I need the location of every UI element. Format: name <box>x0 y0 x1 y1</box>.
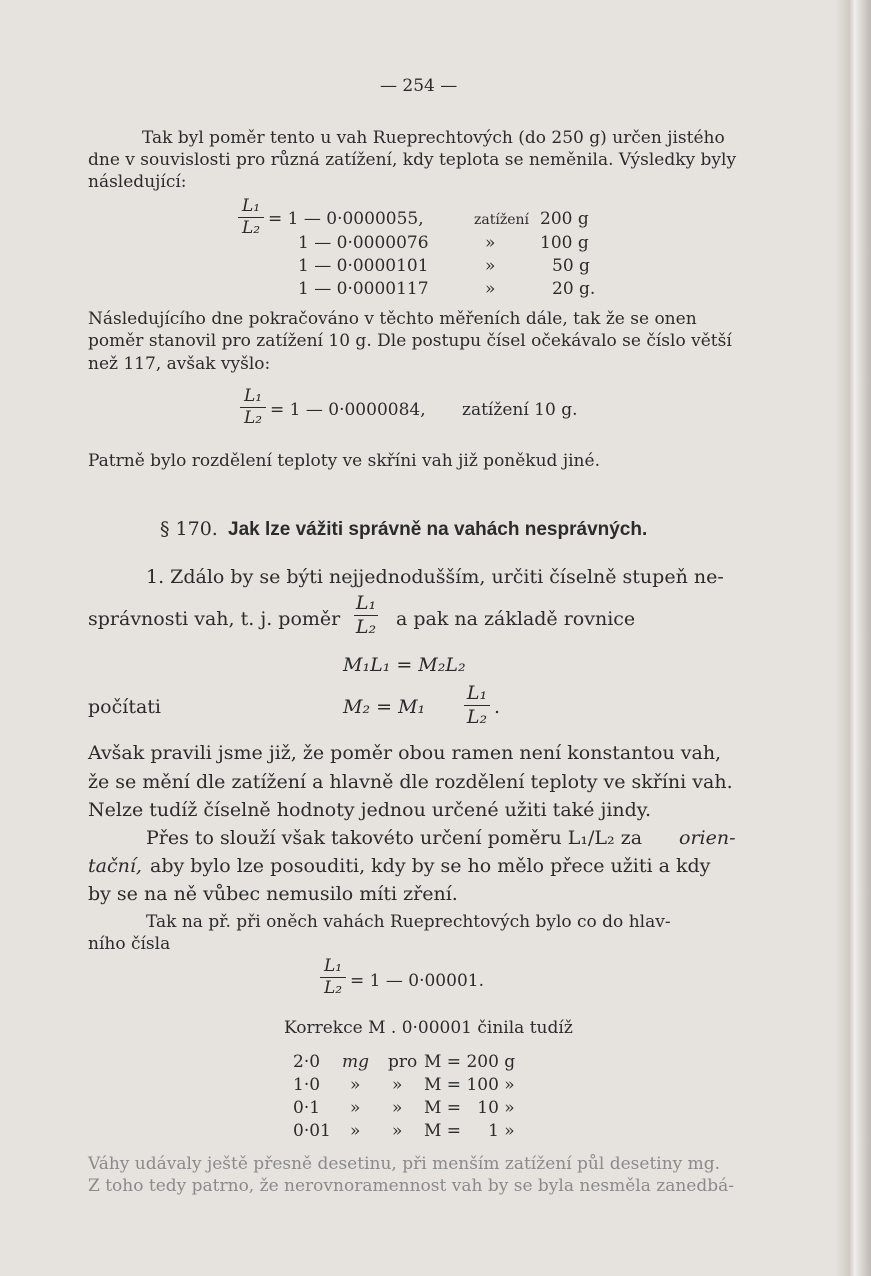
table2-mass: M = 100 » <box>424 1075 515 1095</box>
section-number: § 170. <box>160 518 218 540</box>
paragraph-line: správnosti vah, t. j. poměr <box>88 608 341 630</box>
paragraph-line: následující: <box>88 172 187 192</box>
equation: M₂ = M₁ <box>343 696 426 718</box>
paragraph-line: aby bylo lze posouditi, kdy by se ho mělo přece užiti a kdy <box>150 855 711 877</box>
paragraph-line: poměr stanovil pro zatížení 10 g. Dle postupu čísel očekávalo se číslo větší <box>88 331 732 351</box>
numerator: L₁ <box>243 386 263 406</box>
denominator: L₂ <box>355 616 377 638</box>
ratio-fraction <box>240 388 266 427</box>
equation: M₁L₁ = M₂L₂ <box>343 654 466 676</box>
table1-eq: 1 — 0·0000076 <box>298 233 429 253</box>
paragraph-line: Tak byl poměr tento u vah Rueprechtových (do 250 g) určen jistého <box>142 128 725 148</box>
table1-load: 200 g <box>540 209 589 229</box>
paragraph-line: Avšak pravili jsme již, že poměr obou ramen není konstantou vah, <box>88 742 722 764</box>
table1-label: zatížení <box>474 212 529 228</box>
page-number: — 254 — <box>380 76 458 96</box>
emphasis: tační, <box>88 855 142 877</box>
equation: = 1 — 0·0000084, <box>270 400 426 420</box>
table1-load: 50 g <box>552 256 590 276</box>
table2-value: 0·1 <box>293 1098 321 1118</box>
table2-value: 2·0 <box>293 1052 321 1072</box>
ratio-fraction <box>354 594 378 637</box>
paragraph-line: ního čísla <box>88 934 171 954</box>
equation-label: zatížení 10 g. <box>462 400 578 420</box>
paragraph-line: 1. Zdálo by se býti nejjednodušším, určiti číselně stupeň ne- <box>146 566 724 588</box>
paragraph-line: než 117, avšak vyšlo: <box>88 354 271 374</box>
paragraph-line: Váhy udávaly ještě přesně desetinu, při menším zatížení půl desetiny mg. <box>88 1154 721 1174</box>
ratio-fraction <box>464 684 490 727</box>
numerator: L₁ <box>241 196 261 216</box>
denominator: L₂ <box>243 408 263 428</box>
book-spine <box>835 0 871 1276</box>
paragraph-line: Z toho tedy patrno, že nerovnoramennost vah by se byla nesměla zanedbá- <box>88 1176 734 1196</box>
table1-eq: 1 — 0·0000117 <box>298 279 429 299</box>
table1-label: » <box>485 256 496 276</box>
table2-unit: » <box>350 1121 361 1141</box>
ratio-fraction <box>320 958 346 997</box>
table2-pro: pro <box>388 1052 418 1072</box>
table1-eq: = 1 — 0·0000055, <box>268 209 424 229</box>
paragraph-line: a pak na základě rovnice <box>396 608 636 630</box>
period: . <box>494 696 501 718</box>
paragraph-line: že se mění dle zatížení a hlavně dle rozdělení teploty ve skříni vah. <box>88 771 733 793</box>
section-title: Jak lze vážiti správně na vahách nesprávných. <box>228 519 648 540</box>
table2-value: 1·0 <box>293 1075 321 1095</box>
equation-label: počítati <box>88 696 161 718</box>
table2-unit: mg <box>342 1052 370 1072</box>
denominator: L₂ <box>466 706 488 728</box>
table2-mass: M = 1 » <box>424 1121 515 1141</box>
paragraph-line: dne v souvislosti pro různá zatížení, kdy teplota se neměnila. Výsledky byly <box>88 150 737 170</box>
emphasis: orien- <box>679 827 736 849</box>
table2-pro: » <box>392 1075 403 1095</box>
paragraph-line: Nelze tudíž číselně hodnoty jednou určené užiti také jindy. <box>88 799 652 821</box>
paragraph-line: by se na ně vůbec nemusilo míti zření. <box>88 883 458 905</box>
table2-mass: M = 200 g <box>424 1052 516 1072</box>
table2-mass: M = 10 » <box>424 1098 515 1118</box>
paragraph-line: Patrně bylo rozdělení teploty ve skříni vah již poněkud jiné. <box>88 451 600 471</box>
paragraph-line: Následujícího dne pokračováno v těchto měřeních dále, tak že se onen <box>88 309 697 329</box>
table1-label: » <box>485 233 496 253</box>
numerator: L₁ <box>355 592 377 614</box>
table1-load: 100 g <box>540 233 589 253</box>
denominator: L₂ <box>241 218 261 238</box>
numerator: L₁ <box>466 682 488 704</box>
table2-unit: » <box>350 1075 361 1095</box>
denominator: L₂ <box>323 978 343 998</box>
table1-label: » <box>485 279 496 299</box>
table1-eq: 1 — 0·0000101 <box>298 256 429 276</box>
equation: = 1 — 0·00001. <box>350 971 484 991</box>
numerator: L₁ <box>323 956 343 976</box>
table2-pro: » <box>392 1121 403 1141</box>
paragraph-line: Přes to slouží však takovéto určení poměru L₁/L₂ za <box>146 827 643 849</box>
table2-value: 0·01 <box>293 1121 331 1141</box>
table2-pro: » <box>392 1098 403 1118</box>
ratio-fraction <box>238 198 264 237</box>
table2-unit: » <box>350 1098 361 1118</box>
paragraph-line: Korrekce M . 0·00001 činila tudíž <box>284 1018 573 1038</box>
table1-load: 20 g. <box>552 279 596 299</box>
paragraph-line: Tak na př. při oněch vahách Rueprechtových bylo co do hlav- <box>146 912 671 932</box>
